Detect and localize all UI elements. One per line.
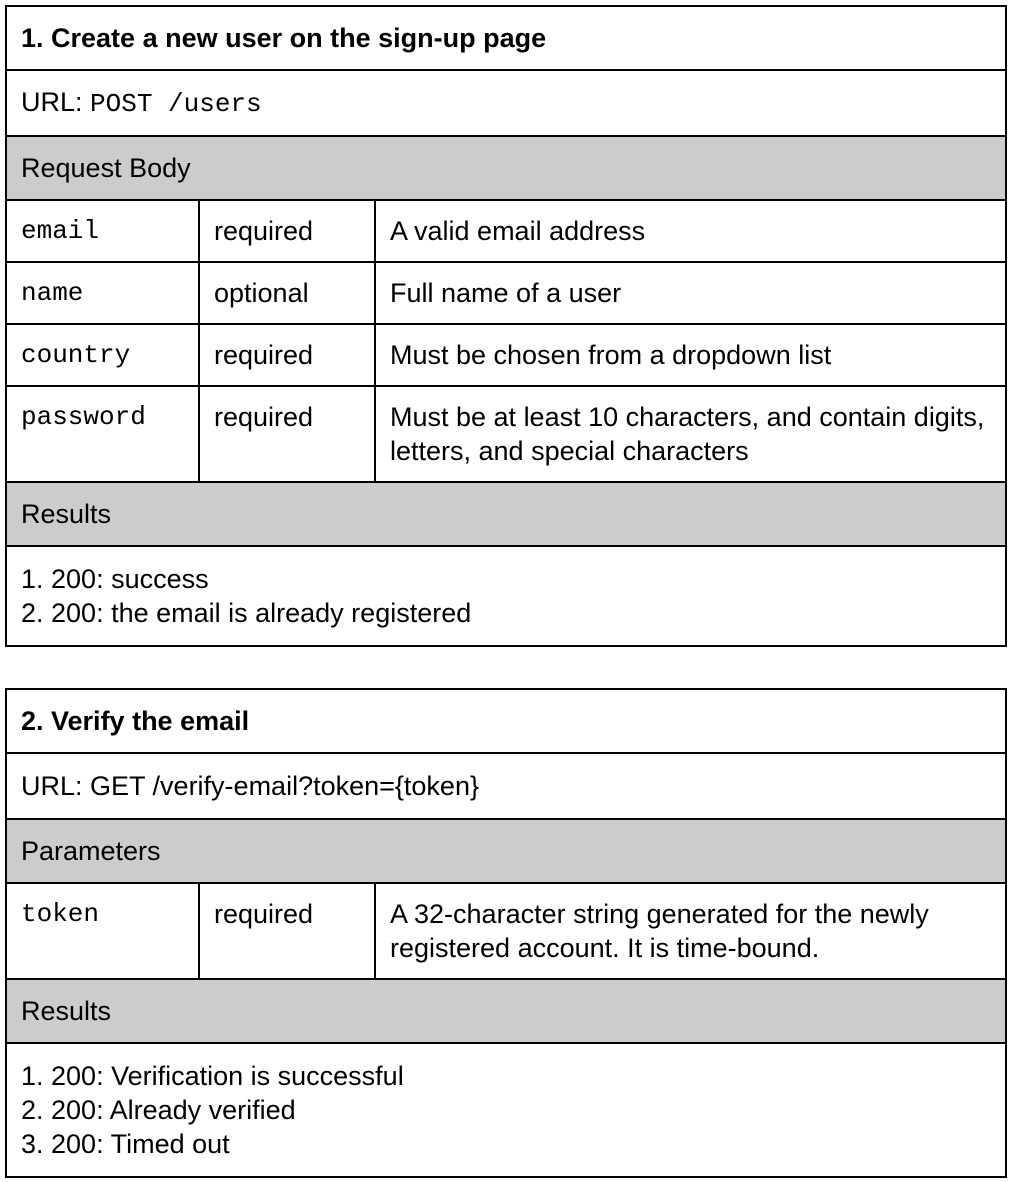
url-value: GET /verify-email?token={token} — [90, 771, 479, 801]
param-row — [6, 262, 1006, 324]
results-cell — [6, 1043, 1006, 1177]
endpoint-title: 2. Verify the email — [6, 689, 1006, 753]
param-name: country — [6, 324, 199, 386]
param-description: A 32-character string generated for the newly registered account. It is time-bound. — [375, 883, 1006, 979]
param-requirement: required — [199, 386, 375, 482]
endpoint-table-create-user — [5, 5, 1007, 647]
url-value: POST /users — [90, 89, 262, 119]
param-name: password — [6, 386, 199, 482]
results-list — [21, 1059, 991, 1161]
endpoint-url — [6, 753, 1006, 819]
param-requirement: required — [199, 883, 375, 979]
param-row — [6, 324, 1006, 386]
result-item: 2. 200: the email is already registered — [21, 598, 472, 628]
result-item: 1. 200: success — [21, 564, 209, 594]
section-header-results: Results — [6, 482, 1006, 546]
results-list — [21, 562, 991, 630]
results-cell — [6, 546, 1006, 646]
url-label: URL: — [21, 87, 83, 117]
result-item: 1. 200: Verification is successful — [21, 1061, 404, 1091]
url-label: URL: — [21, 771, 83, 801]
param-name: token — [6, 883, 199, 979]
param-description: A valid email address — [375, 200, 1006, 262]
section-header-parameters: Parameters — [6, 819, 1006, 883]
endpoint-table-verify-email — [5, 688, 1007, 1178]
param-description: Must be at least 10 characters, and contain digits, letters, and special characters — [375, 386, 1006, 482]
param-requirement: required — [199, 324, 375, 386]
section-header-request-body: Request Body — [6, 136, 1006, 200]
param-name: name — [6, 262, 199, 324]
endpoint-url — [6, 70, 1006, 136]
param-row — [6, 386, 1006, 482]
endpoint-title: 1. Create a new user on the sign-up page — [6, 6, 1006, 70]
param-name: email — [6, 200, 199, 262]
param-requirement: required — [199, 200, 375, 262]
param-requirement: optional — [199, 262, 375, 324]
param-row — [6, 200, 1006, 262]
param-description: Full name of a user — [375, 262, 1006, 324]
param-description: Must be chosen from a dropdown list — [375, 324, 1006, 386]
param-row — [6, 883, 1006, 979]
result-item: 2. 200: Already verified — [21, 1095, 296, 1125]
result-item: 3. 200: Timed out — [21, 1129, 230, 1159]
section-header-results: Results — [6, 979, 1006, 1043]
